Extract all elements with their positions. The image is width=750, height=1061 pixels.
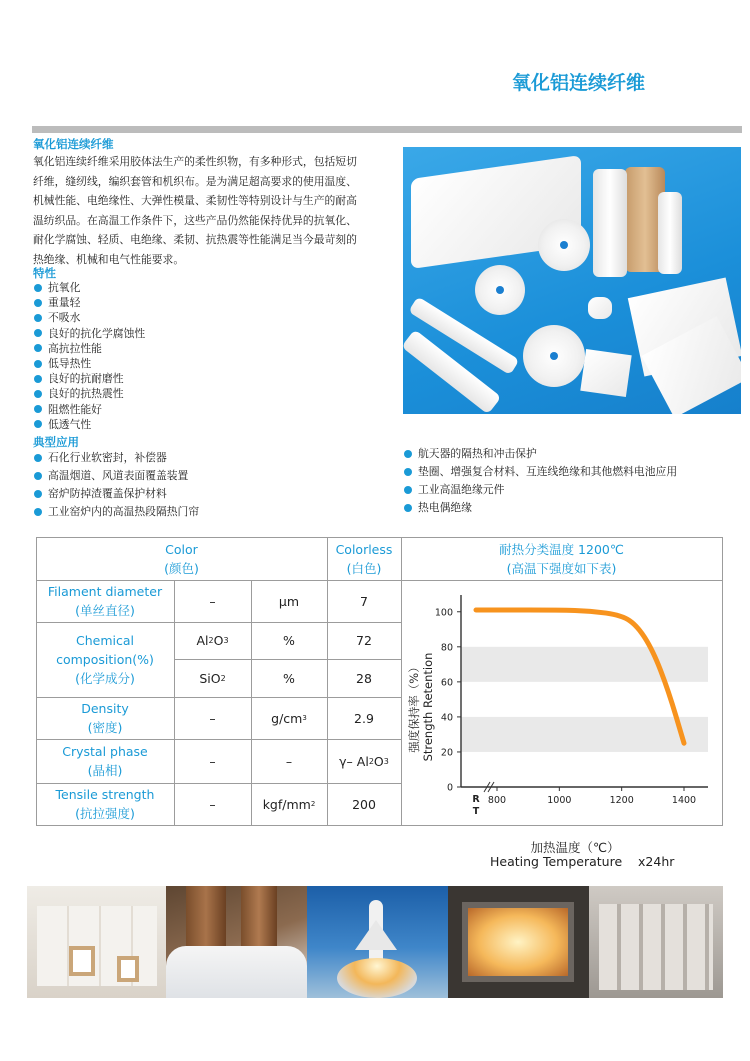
application-item: 航天器的隔热和冲击保护 [403, 445, 677, 463]
title-divider [32, 126, 742, 133]
grid-band [461, 717, 708, 752]
chart-title: 耐热分类温度 1200℃ [499, 541, 624, 557]
y-axis-title-cn: 强度保持率（%） [407, 661, 421, 753]
intro-heading: 氧化铝连续纤维 [33, 137, 114, 151]
intro-line: 耐化学腐蚀、轻质、电绝缘、柔韧、抗热震等性能满足当今最苛刻的 [33, 233, 357, 246]
feature-item: 阻燃性能好 [33, 402, 145, 417]
value-cell: 28 [356, 670, 372, 686]
unit-cell [251, 783, 327, 825]
application-item: 工业窑炉内的高温热段隔热门帘 [33, 503, 199, 521]
header-value-en: Colorless [335, 541, 393, 557]
y-tick-label: 100 [434, 607, 453, 619]
chopped-fiber [588, 297, 612, 319]
feature-item: 低导热性 [33, 356, 145, 371]
header-value [327, 537, 401, 580]
unit-text: g/cm [271, 710, 303, 726]
value-cell: 72 [356, 633, 372, 648]
row-label-crystal [36, 739, 174, 783]
y-tick-label: 20 [440, 747, 453, 759]
intro-paragraph [33, 152, 383, 269]
x-tick-label: 1400 [671, 795, 697, 806]
value-sub: 2 [368, 756, 374, 766]
row-label-chemical [36, 622, 174, 697]
tape-roll [475, 265, 525, 315]
formula-cell: – [209, 710, 216, 726]
intro-line: 氧化铝连续纤维采用胶体法生产的柔性织物，有多种形式，包括短切 [33, 155, 357, 168]
label-en: Filament diameter [47, 584, 163, 599]
label-cn: (抗拉强度) [75, 806, 135, 821]
intro-line: 温纺织品。在高温工作条件下，这些产品仍然能保持优异的抗氧化、 [33, 213, 357, 227]
x-tick-label-rt: R [472, 794, 480, 805]
label-cn: (单丝直径) [75, 603, 135, 618]
header-value-cn: (白色) [346, 560, 382, 576]
header-property-en: Color [165, 541, 198, 557]
photo-kiln-interior [589, 886, 723, 998]
chart-header [401, 537, 722, 580]
unit-cell: % [283, 633, 295, 648]
formula-cell [174, 659, 251, 697]
intro-line: 热绝缘、机械和电气性能要求。 [33, 252, 185, 266]
x-tick-label: 1200 [609, 795, 634, 806]
unit-cell [251, 697, 327, 739]
applications-list-left [33, 449, 199, 521]
y-tick-label: 40 [440, 712, 453, 724]
value-cell: 7 [360, 593, 368, 609]
unit-text: kgf/mm [262, 796, 311, 812]
x-tick-label-rt: T [472, 806, 480, 817]
formula-part: Al [196, 633, 209, 648]
applications-list-right [403, 445, 677, 517]
formula-cell: – [209, 796, 216, 812]
feature-item: 良好的抗耐磨性 [33, 371, 145, 386]
label-en: Crystal phase [62, 744, 148, 759]
formula-sub: 3 [223, 636, 229, 645]
value-part: O [373, 753, 384, 769]
intro-line: 机械性能、电绝缘性、大弹性模量、柔韧性等特别设计与生产的耐高 [33, 194, 357, 207]
grid-band [461, 647, 708, 682]
header-property [36, 537, 327, 580]
label-en: Density [81, 701, 129, 716]
page-title: 氧化铝连续纤维 [511, 72, 645, 94]
label-en: Chemical [76, 633, 134, 648]
application-item: 高温烟道、风道表面覆盖装置 [33, 467, 199, 485]
strength-chart [403, 583, 723, 826]
formula-cell: – [209, 593, 216, 609]
value-sub: 3 [383, 756, 389, 766]
y-axis-title-en: Strength Retention [421, 652, 435, 762]
header-property-cn: (颜色) [164, 560, 199, 576]
photo-pipe-insulation [166, 886, 307, 998]
application-item: 石化行业软密封，补偿器 [33, 449, 199, 467]
unit-cell: – [285, 753, 293, 769]
y-tick-label: 80 [440, 642, 453, 654]
photo-furnace-lining [27, 886, 166, 998]
fiber-bobbin [658, 192, 682, 274]
feature-item: 良好的抗热震性 [33, 386, 145, 401]
x-axis-title-en: Heating Temperature x24hr [490, 854, 675, 869]
application-item: 热电偶绝缘 [403, 499, 677, 517]
row-label-tensile [36, 783, 174, 825]
unit-cell: % [283, 670, 295, 686]
formula-part: SiO [199, 670, 221, 686]
feature-item: 不吸水 [33, 310, 145, 325]
formula-sub: 2 [220, 673, 226, 683]
tape-roll [538, 219, 590, 271]
product-photo [403, 147, 741, 414]
label-en: Tensile strength [55, 787, 155, 802]
photo-space-shuttle [307, 886, 448, 998]
applications-heading: 典型应用 [33, 435, 79, 449]
value-part: γ– Al [339, 753, 369, 769]
unit-sup: 3 [302, 713, 307, 722]
feature-item: 良好的抗化学腐蚀性 [33, 326, 145, 341]
unit-cell: µm [278, 593, 300, 609]
tape-roll [523, 325, 585, 387]
application-item: 窑炉防掉渣覆盖保护材料 [33, 485, 199, 503]
row-label-density [36, 697, 174, 739]
label-cn: (晶相) [87, 763, 123, 778]
features-heading: 特性 [33, 266, 56, 280]
feature-item: 低透气性 [33, 417, 145, 432]
fabric-pad [580, 349, 631, 397]
value-cell [327, 739, 401, 783]
application-item: 垫圈、增强复合材料、互连线绝缘和其他燃料电池应用 [403, 463, 677, 481]
feature-item: 抗氧化 [33, 280, 145, 295]
photo-industrial-kiln [448, 886, 589, 998]
x-tick-label: 1000 [547, 795, 572, 806]
label-en: composition(%) [56, 652, 154, 667]
label-cn: (化学成分) [75, 671, 135, 686]
row-label-filament [36, 580, 174, 622]
features-list [33, 280, 145, 432]
y-tick-label: 0 [446, 782, 453, 794]
x-axis-title-cn: 加热温度（℃） [530, 840, 620, 855]
y-tick-label: 60 [440, 677, 453, 689]
label-cn: (密度) [87, 720, 123, 735]
value-cell: 2.9 [354, 710, 374, 726]
value-cell: 200 [352, 796, 376, 812]
chart-subtitle: (高温下强度如下表) [506, 560, 617, 576]
fiber-bobbin [593, 169, 627, 277]
feature-item: 高抗拉性能 [33, 341, 145, 356]
formula-part: O [213, 633, 224, 648]
application-item: 工业高温绝缘元件 [403, 481, 677, 499]
unit-sup: 2 [310, 799, 316, 808]
x-tick-label: 800 [487, 795, 507, 806]
intro-line: 纤维，缝纫线，编织套管和机织布。是为满足超高要求的使用温度、 [33, 174, 357, 188]
feature-item: 重量轻 [33, 295, 145, 310]
formula-sub: 2 [208, 636, 214, 645]
formula-cell [174, 622, 251, 659]
formula-cell: – [209, 753, 216, 769]
